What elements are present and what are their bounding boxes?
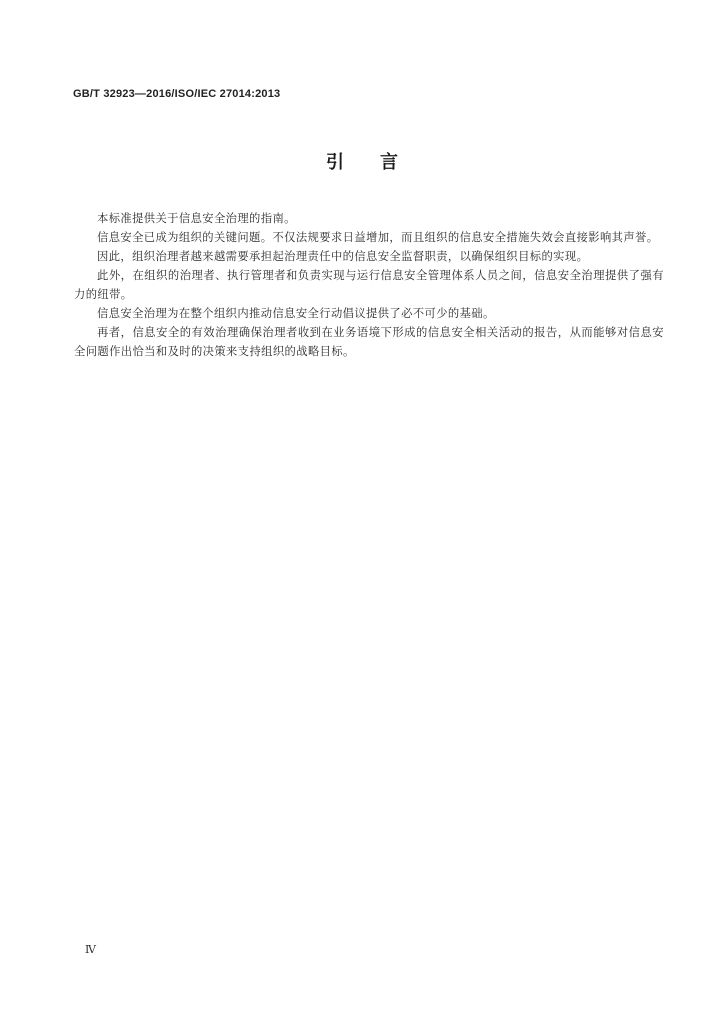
page-number: Ⅳ	[85, 943, 96, 956]
paragraph-1: 本标准提供关于信息安全治理的指南。	[97, 212, 296, 225]
paragraph-2: 信息安全已成为组织的关键问题。不仅法规要求日益增加，而且组织的信息安全措施失效会直接影响其声誉。	[97, 231, 659, 244]
page-title: 引言	[326, 152, 434, 173]
paragraph-4: 此外，在组织的治理者、执行管理者和负责实现与运行信息安全管理体系人员之间，信息安全治理提供了强有力的纽带。	[74, 269, 664, 301]
paragraph-5: 信息安全治理为在整个组织内推动信息安全行动倡议提供了必不可少的基础。	[97, 307, 495, 320]
body-text	[74, 209, 664, 361]
paragraph-3: 因此，组织治理者越来越需要承担起治理责任中的信息安全监督职责，以确保组织目标的实现。	[97, 250, 589, 263]
paragraph-6: 再者，信息安全的有效治理确保治理者收到在业务语境下形成的信息安全相关活动的报告，从而能够对信息安全问题作出恰当和及时的决策来支持组织的战略目标。	[74, 326, 664, 358]
standard-number-header: GB/T 32923—2016/ISO/IEC 27014:2013	[73, 88, 281, 100]
